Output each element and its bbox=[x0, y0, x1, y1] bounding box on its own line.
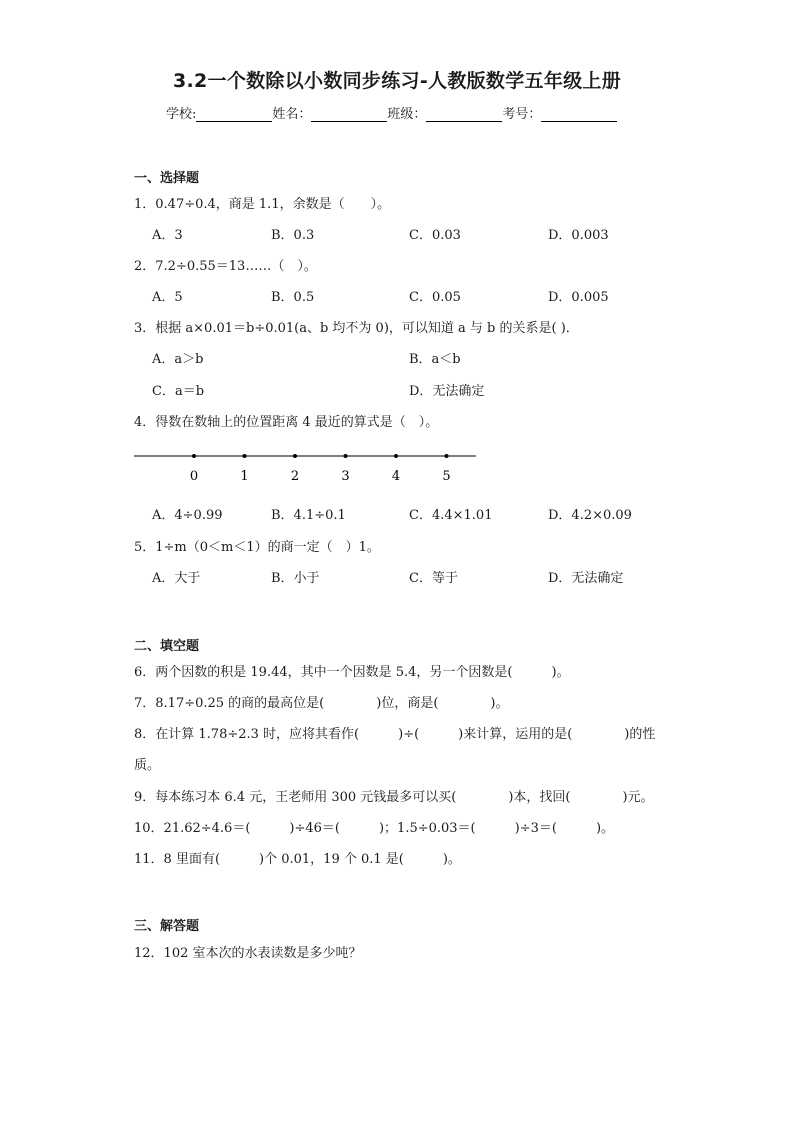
q1-option-c: C．0.03 bbox=[409, 228, 461, 243]
school-label: 学校: bbox=[166, 107, 197, 122]
q4-option-c: C．4.4×1.01 bbox=[409, 508, 493, 523]
name-label: 姓名： bbox=[272, 107, 312, 122]
q3-option-d: D．无法确定 bbox=[409, 384, 485, 399]
q4-option-a: A．4÷0.99 bbox=[152, 508, 223, 523]
q3-option-a: A．a＞b bbox=[152, 352, 204, 367]
q5-option-d: D．无法确定 bbox=[548, 571, 624, 586]
q4-option-b: B．4.1÷0.1 bbox=[271, 508, 346, 523]
q4-option-d: D．4.2×0.09 bbox=[548, 508, 632, 523]
q5-option-a: A．大于 bbox=[152, 571, 201, 586]
number-line-point-1 bbox=[243, 454, 247, 458]
question-5: 5．1÷m（0＜m＜1）的商一定（ ）1。 bbox=[134, 540, 380, 555]
class-label: 班级： bbox=[387, 107, 427, 122]
question-3: 3．根据 a×0.01＝b÷0.01(a、b 均不为 0)，可以知道 a 与 b 的关系是( )． bbox=[134, 321, 579, 336]
number-line-label-0: 0 bbox=[189, 469, 199, 484]
question-9: 9．每本练习本 6.4 元，王老师用 300 元钱最多可以买( )本，找回( )元。 bbox=[134, 790, 654, 805]
q3-option-c: C．a＝b bbox=[152, 384, 205, 399]
q5-option-c: C．等于 bbox=[409, 571, 458, 586]
question-10: 10．21.62÷4.6＝( )÷46＝( )；1.5÷0.03＝( )÷3＝( )。 bbox=[134, 821, 615, 836]
q2-option-c: C．0.05 bbox=[409, 290, 461, 305]
number-line-point-5 bbox=[445, 454, 449, 458]
q1-option-d: D．0.003 bbox=[548, 228, 609, 243]
school-blank bbox=[196, 107, 272, 122]
exam-no-blank bbox=[541, 107, 617, 122]
number-line-label-2: 2 bbox=[290, 469, 300, 484]
q2-option-b: B．0.5 bbox=[271, 290, 315, 305]
q5-option-b: B．小于 bbox=[271, 571, 320, 586]
question-11: 11．8 里面有( )个 0.01，19 个 0.1 是( )。 bbox=[134, 852, 461, 867]
question-7: 7．8.17÷0.25 的商的最高位是( )位，商是( )。 bbox=[134, 696, 509, 711]
q2-option-a: A．5 bbox=[152, 290, 183, 305]
section-fill-heading: 二、填空题 bbox=[134, 639, 200, 654]
number-line-point-3 bbox=[344, 454, 348, 458]
question-8-continued: 质。 bbox=[134, 758, 161, 773]
question-4: 4．得数在数轴上的位置距离 4 最近的算式是（ ）。 bbox=[134, 415, 439, 430]
question-1: 1．0.47÷0.4，商是 1.1，余数是（ ）。 bbox=[134, 197, 391, 212]
number-line-label-1: 1 bbox=[240, 469, 249, 484]
question-6: 6．两个因数的积是 19.44，其中一个因数是 5.4，另一个因数是( )。 bbox=[134, 665, 570, 680]
number-line-point-0 bbox=[192, 454, 196, 458]
number-line-label-5: 5 bbox=[442, 469, 451, 484]
class-blank bbox=[426, 107, 502, 122]
name-blank bbox=[311, 107, 387, 122]
question-12: 12．102 室本次的水表读数是多少吨？ bbox=[134, 946, 362, 961]
number-line-point-2 bbox=[293, 454, 297, 458]
number-line-figure bbox=[134, 448, 479, 488]
question-8: 8．在计算 1.78÷2.3 时，应将其看作( )÷( )来计算，运用的是( )的性 bbox=[134, 727, 656, 742]
section-choice-heading: 一、选择题 bbox=[134, 171, 200, 186]
page-title: 3.2一个数除以小数同步练习-人教版数学五年级上册 bbox=[172, 70, 622, 92]
number-line-label-4: 4 bbox=[391, 469, 401, 484]
number-line-label-3: 3 bbox=[341, 469, 350, 484]
student-info-line bbox=[166, 103, 617, 122]
exam-no-label: 考号： bbox=[502, 107, 542, 122]
question-2: 2．7.2÷0.55＝13……（ ）。 bbox=[134, 259, 317, 274]
q2-option-d: D．0.005 bbox=[548, 290, 609, 305]
q1-option-b: B．0.3 bbox=[271, 228, 315, 243]
number-line-point-4 bbox=[394, 454, 398, 458]
q3-option-b: B．a＜b bbox=[409, 352, 461, 367]
section-solve-heading: 三、解答题 bbox=[134, 919, 200, 934]
q1-option-a: A．3 bbox=[152, 228, 183, 243]
